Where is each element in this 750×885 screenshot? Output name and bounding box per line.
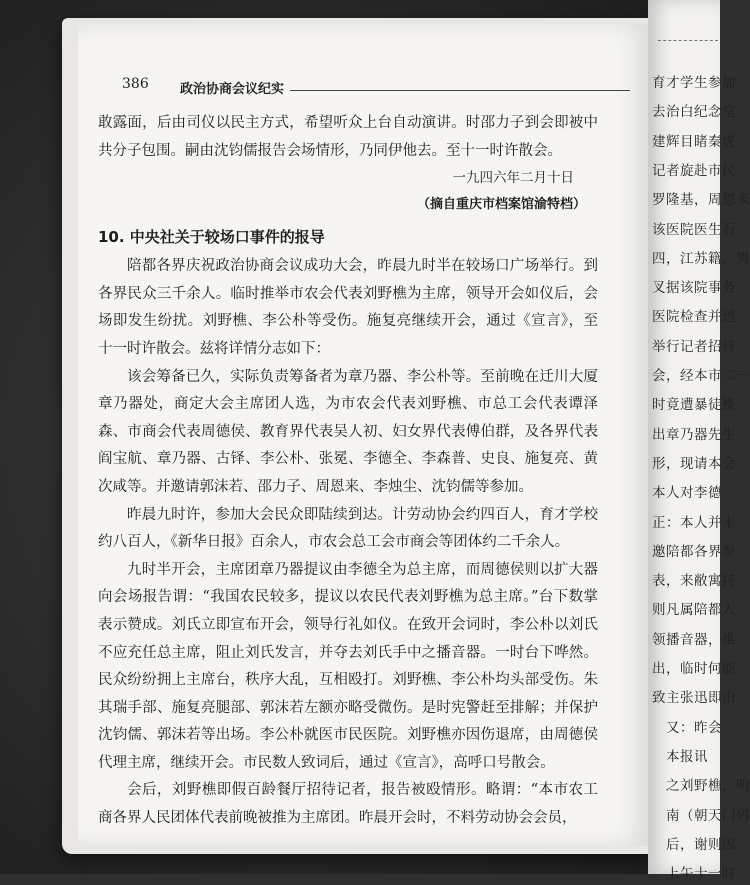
right-page-line: 致主张迅即由 (652, 690, 736, 707)
right-page-line: 邀陪都各界参 (652, 543, 736, 560)
paragraph: 九时半开会，主席团章乃器提议由李德全为总主席，而周德侯则以扩大器向会场报告谓：“我国农民较多，提议以农民代表刘野樵为总主席。”台下数掌表示赞成。刘氏立即宣布开会，领导行礼如仪。在致开会词时，李公朴以刘氏不应充任总主席，阻止刘氏发言，并夺去刘氏手中之播音器。一时台下哗然。民众纷纷拥上主席台，秩序大乱，互相殴打。刘野樵、李公朴均头部受伤。朱其瑞手部、施复亮腿部、郭沫若左额亦略受微伤。是时宪警赶至排解；并保护沈钧儒、郭沫若等出场。李公朴就医市民医院。刘野樵亦因伤退席，由周德侯代理主席，继续开会。市民数人致词后，通过《宣言》，高呼口号散会。 (98, 561, 598, 771)
page-number: 386 (122, 76, 149, 92)
paragraph: 陪都各界庆祝政治协商会议成功大会，昨晨九时半在较场口广场举行。到各界民众三千余人。临时推举市农会代表刘野樵为主席，领导开会如仪后，会场即发生纷扰。刘野樵、李公朴等受伤。施复亮继续开会，通过《宣言》，至十一时许散会。兹将详情分志如下： (98, 258, 598, 357)
right-page-line: 领播音器，推 (652, 631, 736, 648)
right-page-line: 罗隆基，周恩来 (652, 192, 750, 209)
right-page (648, 0, 750, 883)
right-page-line: 本报讯 (666, 748, 708, 765)
right-page-line: 出章乃器先生 (652, 426, 736, 443)
right-page-line: 形，现请本会 (652, 455, 736, 472)
right-page-line: 会，经本市二一 (652, 368, 750, 384)
right-page-line: 育才学生参加 (652, 75, 736, 91)
section-heading: 10. 中央社关于较场口事件的报导 (98, 228, 325, 247)
right-page-line: 出，临时何能 (652, 661, 736, 677)
dashed-rule (658, 40, 718, 41)
right-page-line: 时竟遭暴徒操 (652, 397, 736, 414)
right-page-line: 建辉目睹秦虎 (652, 133, 736, 150)
right-page-line: 去治白纪念堂 (652, 104, 736, 121)
right-page-line: 正：本人并未 (652, 514, 736, 531)
right-page-line: 之刘野樵，明 (666, 778, 750, 795)
paragraph: 该会筹备已久，实际负责筹备者为章乃器、李公朴等。至前晚在迁川大厦章乃器处，商定大会主席团人选，为市农会代表刘野樵、市总工会代表谭泽森、市商会代表周德侯、教育界代表吴人初、妇女界代表傅伯群，及各界代表阎宝航、章乃器、古铎、李公朴、张冕、李德全、李森普、史良、施复亮、黄次咸等。并邀请郭沫若、邵力子、周恩来、李烛尘、沈钧儒等参加。 (98, 368, 598, 495)
right-page-line: 南（朝天门码 (666, 807, 750, 824)
right-page-line: 医院检查并透 (652, 309, 736, 326)
source-note: （摘自重庆市档案馆渝特档） (416, 197, 586, 213)
right-page-line: 该医院医生石 (652, 221, 736, 238)
right-page-line: 四，江苏籍，男 (652, 250, 750, 267)
paragraph-continued: 敢露面，后由司仪以民主方式，希望听众上台自动演讲。时邵力子到会即被中共分子包围。嗣由沈钧儒报告会场情形，乃同伊他去。至十一时许散会。 (98, 115, 598, 159)
paragraph: 昨晨九时许，参加大会民众即陆续到达。计劳动协会约四百人，育才学校约八百人，《新华日报》百余人，市农会总工会市商会等团体约二千余人。 (98, 506, 598, 551)
right-page-line: 后，谢则因 (666, 836, 736, 853)
right-page-line: 举行记者招待 (652, 338, 736, 355)
running-head: 政治协商会议纪实 (180, 82, 285, 97)
right-page-line: 表，来敝寓持 (652, 573, 736, 590)
right-page-line: 本人对李德 (652, 485, 722, 502)
header-rule (290, 90, 630, 91)
dateline: 一九四六年二月十日 (452, 170, 574, 187)
right-page-line: 叉据该院事务 (652, 280, 736, 297)
right-page-line: 上午十一时 (666, 866, 736, 883)
body-text (98, 110, 598, 833)
right-page-line: 则凡属陪都人 (652, 602, 736, 619)
paragraph: 会后，刘野樵即假百龄餐厅招待记者，报告被殴情形。略谓：“本市农工商各界人民团体代表前晚被推为主席团。昨晨开会时，不料劳动协会会员， (98, 782, 598, 827)
right-page-line: 又：昨会 (666, 719, 722, 736)
right-page-line: 记者旋赴市民 (652, 162, 736, 179)
page-header (122, 76, 622, 98)
